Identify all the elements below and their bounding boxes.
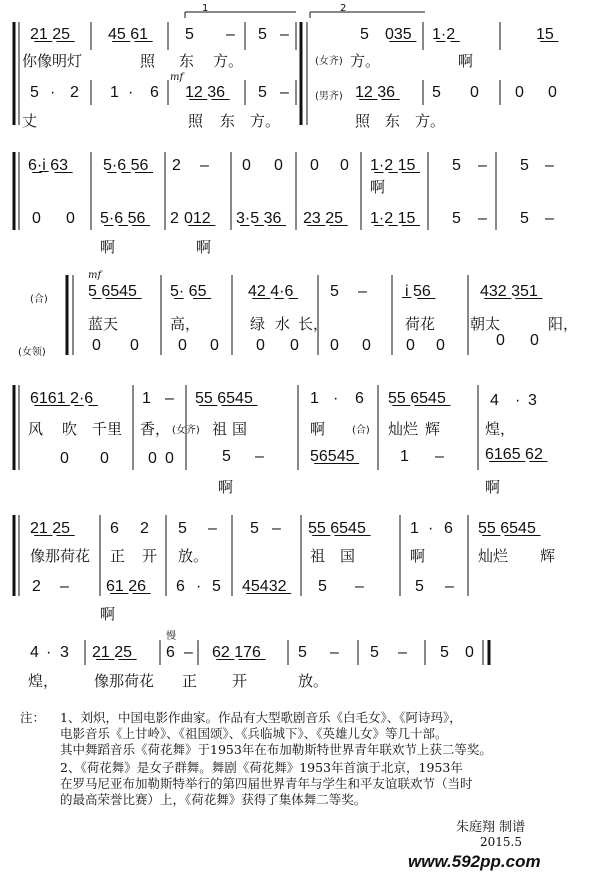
dynamic-mf: mf [170,72,184,83]
note: – [545,210,554,227]
note: · [196,578,202,595]
note: 5 [258,84,267,101]
note: 6 [176,578,185,595]
note: 1̲2̲ 3̲6̲ [355,84,396,101]
note: 5 [440,644,449,661]
note: 2̲1̲ 2̲5̲ [30,26,71,43]
note: 0 [436,337,445,354]
note: 0 [470,84,479,101]
note: 5 [258,26,267,43]
lyric: 灿烂 [478,547,509,565]
note: 4̲3̲2̲ 3̲5̲1̲ [480,283,538,300]
note: 5 [178,520,187,537]
note: – [330,644,339,661]
lyric: 啊 [196,238,212,256]
note: – [165,390,174,407]
lyric: 照 [355,112,371,130]
note: 1̲2̲ 3̲6̲ [185,84,226,101]
note: 1 [310,390,319,407]
note: 5̲·6̲ 5̲6̲ [103,157,149,174]
note: – [272,520,281,537]
note-1: 电影音乐《上甘岭》、《祖国颂》、《兵临城下》、《英雄儿女》等几十部。 [60,726,448,741]
note: 0 [165,450,174,467]
note: 6̲·i̲ 6̲3̲ [28,157,69,174]
note-1: 1、刘炽，中国电影作曲家。作品有大型歌剧音乐《白毛女》、《阿诗玛》， [60,710,462,725]
voice-label: (女齐) [315,56,343,67]
note: 0 [530,332,539,349]
note: · [428,520,434,537]
note: 5̲5̲ 6̲5̲4̲5̲ [388,390,446,407]
note: 0 [242,157,251,174]
note: 5 [452,157,461,174]
note: 0 [210,337,219,354]
note: 1̲·2̲ 1̲5̲ [370,157,416,174]
note: – [355,578,364,595]
voice-label: (女领) [18,347,46,358]
note: – [358,283,367,300]
voice-label: (女齐) [172,425,200,436]
note: 5̲ 6̲5̲4̲5̲ [88,283,137,300]
note: 2̲3̲ 2̲5̲ [303,210,344,227]
lyric: 放。 [298,672,329,690]
note: – [184,644,193,661]
note: – [435,448,444,465]
note: 0 [60,450,69,467]
lyric: 千里 [92,420,123,438]
note: 4 [490,392,499,409]
note: 6̲2̲ 1̲7̲6̲ [212,644,261,661]
note: – [445,578,454,595]
lyric: 你像明灯 [22,52,83,70]
note: 0 [496,332,505,349]
note: 5 [415,578,424,595]
note: 2 [170,210,179,227]
note: 0 [330,337,339,354]
note: · [128,84,134,101]
note: – [208,520,217,537]
lyric: 方。 [213,52,244,70]
note: 1̲5̲ [536,26,554,43]
credit: 朱庭翔 制谱 [456,820,526,835]
lyric: 辉 [425,420,441,438]
note: 1̲·2̲ [432,26,456,43]
note: – [478,210,487,227]
note: 2̲1̲ 2̲5̲ [30,520,71,537]
note: · [50,84,56,101]
note: 5 [520,210,529,227]
note: – [60,578,69,595]
note: 6 [150,84,159,101]
lyric: 祖 [212,420,228,438]
note: 6 [355,390,364,407]
note: 5 [330,283,339,300]
note: 5 [250,520,259,537]
lyric: 阳， [548,315,579,333]
note: – [255,448,264,465]
lyric: 国 [340,547,356,565]
note: 4̲5̲ 6̲1̲ [108,26,149,43]
note: 0 [178,337,187,354]
note: 6 [444,520,453,537]
note: 0 [406,337,415,354]
note: 5 [370,644,379,661]
note: 0 [256,337,265,354]
lyric: 长， [298,315,329,333]
note: 0 [66,210,75,227]
voice-label: (合) [30,294,48,305]
note: 5 [318,578,327,595]
lyric: 辉 [540,547,556,565]
lyric: 啊 [218,478,234,496]
note: – [280,26,289,43]
lyric: 蓝天 [88,315,119,333]
lyric: 啊 [100,238,116,256]
lyric: 吹 [62,420,78,438]
note: 3 [60,644,69,661]
lyric: 啊 [485,478,501,496]
lyric: 荷花 [405,315,436,333]
note: i̲ 5̲6̲ [405,283,431,300]
note: 2 [70,84,79,101]
lyric: 丈 [22,112,38,130]
lyric: 祖 [310,547,326,565]
notes-label: 注： [20,710,46,725]
note: 2 [140,520,149,537]
note: 0̲3̲5̲ [385,26,412,43]
lyric: 香， [140,420,171,438]
note: 1̲·2̲ 1̲5̲ [370,210,416,227]
lyric: 方。 [415,112,446,130]
note: 2 [172,157,181,174]
note-2: 2、《荷花舞》是女子群舞。舞剧《荷花舞》1953年首演于北京，1953年 [60,760,463,775]
voice-label: (合) [352,425,370,436]
lyric: 啊 [410,547,426,565]
note: 2̲1̲ 2̲5̲ [92,644,133,661]
note: · [515,392,521,409]
lyric: 国 [232,420,248,438]
lyric: 放。 [178,547,209,565]
note: 5 [185,26,194,43]
lyric: 照 [188,112,204,130]
note: 5 [520,157,529,174]
note: 0 [148,450,157,467]
lyric: 啊 [310,420,326,438]
lyric: 像那荷花 [30,547,91,565]
note: 5 [452,210,461,227]
note: 5̲6̲5̲4̲5̲ [310,448,355,465]
lyric: 灿烂 [388,420,419,438]
note: 5 [432,84,441,101]
note: 1 [400,448,409,465]
lyric: 开 [142,547,158,565]
lyric: 朝太 [470,315,501,333]
note: 6 [110,520,119,537]
note-1: 其中舞蹈音乐《荷花舞》于1953年在布加勒斯特世界青年联欢节上获二等奖。 [60,742,492,757]
lyric: 高， [170,315,201,333]
lyric: 啊 [370,178,386,196]
lyric: 啊 [458,52,474,70]
note: 4 [30,644,39,661]
lyric: 风 [28,420,44,438]
note: 5 [360,26,369,43]
lyric: 煌， [485,420,516,438]
note: 5 [30,84,39,101]
note: 5 [212,578,221,595]
note: 4̲5̲4̲3̲2̲ [242,578,287,595]
tempo-marking: 慢 [166,631,176,642]
note: 0 [340,157,349,174]
note: 2 [32,578,41,595]
note: 0 [100,450,109,467]
note: – [226,26,235,43]
note: 4̲2̲ 4̲·6̲ [248,283,294,300]
note: 5̲5̲ 6̲5̲4̲5̲ [195,390,253,407]
note: – [478,157,487,174]
dynamic-mf: mf [88,270,102,281]
lyric: 像那荷花 [94,672,155,690]
note: 5̲·6̲ 5̲6̲ [100,210,146,227]
lyric: 水 [275,315,291,333]
volta-1: 1 [202,3,209,14]
lyric: 啊 [100,605,116,623]
note: 0 [92,337,101,354]
note: 0̲1̲2̲ [184,210,211,227]
note: – [200,157,209,174]
note: 6 [166,644,175,661]
note: – [398,644,407,661]
lyric: 东 [220,112,236,130]
volta-2: 2 [340,3,347,14]
note-2: 的最高荣誉比赛）上，《荷花舞》获得了集体舞二等奖。 [60,792,367,807]
lyric: 煌， [28,672,59,690]
lyric: 正 [182,672,198,690]
lyric: 照 [140,52,156,70]
voice-label: (男齐) [315,91,343,102]
note: · [333,390,339,407]
note: · [46,644,52,661]
lyric: 方。 [350,52,381,70]
note: 0 [362,337,371,354]
lyric: 方。 [250,112,281,130]
lyric: 开 [232,672,248,690]
date: 2015.5 [480,835,522,849]
note: 5 [298,644,307,661]
note: 0 [465,644,474,661]
note: 0 [310,157,319,174]
note: 6̲1̲ 2̲6̲ [106,578,147,595]
lyric: 绿 [250,315,266,333]
note: 0 [32,210,41,227]
note: – [280,84,289,101]
note: 6̲1̲6̲5̲ 6̲2̲ [485,446,543,463]
note: 0 [548,84,557,101]
note: 5̲· 6̲5̲ [170,283,207,300]
watermark: www.592pp.com [408,852,541,871]
note-2: 在罗马尼亚布加勒斯特举行的第四届世界青年与学生和平友谊联欢节（当时 [60,776,473,791]
note: – [545,157,554,174]
lyric: 东 [179,52,195,70]
note: 1 [410,520,419,537]
note: 0 [274,157,283,174]
note: 1 [142,390,151,407]
lyric: 正 [110,547,126,565]
note: 6̲1̲6̲1̲ 2̲·6̲ [30,390,94,407]
note: 1 [110,84,119,101]
note: 3̲·5̲ 3̲6̲ [236,210,282,227]
note: 5 [222,448,231,465]
note: 0 [290,337,299,354]
note: 0 [515,84,524,101]
note: 0 [130,337,139,354]
note: 5̲5̲ 6̲5̲4̲5̲ [478,520,536,537]
lyric: 东 [385,112,401,130]
note: 3 [528,392,537,409]
note: 5̲5̲ 6̲5̲4̲5̲ [308,520,366,537]
